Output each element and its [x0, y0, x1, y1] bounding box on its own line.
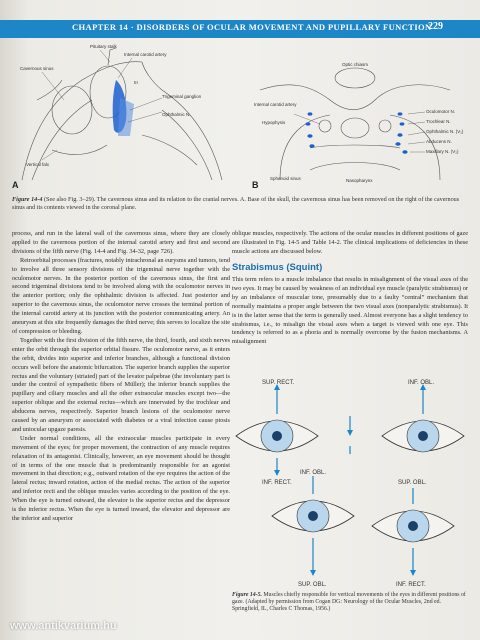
figure-14-5-caption-label: Figure 14-5.: [232, 592, 262, 598]
label-hypophysis: Hypophysis: [262, 120, 286, 125]
eye-right-bottom: [372, 510, 454, 542]
label-inf-obl-mid: INF. OBL.: [300, 470, 327, 476]
label-sup-rect-top: SUP. RECT.: [262, 380, 295, 386]
eye-right-top: [382, 420, 464, 452]
label-ophthalmic-b: Ophthalmic N. (V₁): [426, 129, 464, 134]
label-trigeminal-ganglion: Trigeminal ganglion: [162, 94, 202, 99]
right-column-body-text: [232, 276, 468, 372]
page-number: 229: [428, 21, 443, 32]
label-nasopharynx: Nasopharynx: [346, 178, 373, 183]
figure-14-4-panel-a: [12, 40, 240, 190]
paragraph: Together with the first division of the fifth nerve, the third, fourth, and sixth nerves enter the orbit through the superior orbital fissure. The oculomotor nerve, as it enters the orbit, divides into superior and inferior branches, although a functional division occurs well before the anatomic bifurcation. The superior branch supplies the superior rectus and the voluntary (striated) part of the levator palpebrae (the involuntary part is under the control of sympathetic fibers of Müller); the inferior branch supplies the pupillary and ciliary muscles and all the other extraocular muscles except two—the superior oblique and the external rectus—which are innervated by the trochlear and abducens nerves, respectively. Superior branch lesions of the oculomotor nerve caused by an aneurysm or associated with diabetes or a viral infection cause ptosis and uniocular upgaze paresis.: [12, 336, 230, 433]
label-vertical-falx: Vertical falx: [26, 162, 50, 167]
label-abducens: Abducens N.: [426, 139, 452, 144]
eye-left-bottom: [272, 500, 354, 532]
label-inf-rect-mid: INF. RECT.: [262, 480, 292, 486]
cavernous-sinus-diagram-b: [250, 40, 470, 190]
figure-14-4-caption-text: (See also Fig. 3–29). The cavernous sinus and its relation to the cranial nerves. A. Base of the skull, the cavernous sinus has been removed on the right of the cavernous sinus and its contents viewed in the coronal plane.: [12, 196, 460, 211]
label-pituitary-stalk: Pituitary stalk: [90, 44, 117, 49]
figure-14-5-caption-text: Muscles chiefly responsible for vertical movements of the eyes in different positions of gaze. (Adapted by permission from Cogan DG: Neurology of the Ocular Muscles, 2nd ed. Springfield, IL, Charles C Thomas, 1956.): [232, 592, 466, 613]
panel-letter-b: B: [252, 180, 259, 190]
cavernous-sinus-diagram-a: [12, 40, 240, 190]
label-cavernous-sinus: Cavernous sinus: [20, 66, 54, 71]
section-heading-strabismus: Strabismus (Squint): [232, 262, 323, 273]
eye-muscle-diagram: [232, 376, 468, 592]
figure-14-4-caption-label: Figure 14-4: [12, 196, 43, 203]
label-inf-rect-bottom: INF. RECT.: [396, 582, 426, 588]
paragraph: Retroorbital processes (fractures, notably intrachronal an eurysms and tumors, tend to involve all three sensory divisions of the trigeminal nerve together with the oculomotor nerves. In the posterior portion of the cavernous sinus, the first and second trigeminal divisions tend to be involved along with the oculomotor nerves in the anterior portion; only the ophthalmic division is affected. Just posterior and superior to the cavernous sinus, the oculomotor nerve crosses the terminal portion of the internal carotid artery at its junction with the posterior communicating artery. An aneurysm at this site frequently damages the third nerve; this serves to localize the site of compression or bleeding.: [12, 256, 230, 335]
running-head: CHAPTER 14 · DISORDERS OF OCULAR MOVEMENT AND PUPILLARY FUNCTION: [72, 22, 432, 32]
label-optic-chiasm: Optic chiasm: [342, 62, 369, 67]
label-maxillary: Maxillary N. (V₂): [426, 149, 459, 154]
watermark: www.antikvarium.hu: [10, 620, 117, 632]
paragraph: process, and run in the lateral wall of the cavernous sinus, where they are closely applied to the cavernous portion of the internal carotid artery and first and second divisions of the fifth nerve (Fig. 14-4 and Fig. 34-32, page 726).: [12, 230, 230, 255]
panel-letter-a: A: [12, 180, 19, 190]
paragraph: Under normal conditions, all the extraocular muscles participate in every movement of the eyes; for proper movement, the contraction of any muscle requires relaxation of its antagonist. Clinically, however, an eye movement should be thought of in terms of the one muscle that is predominantly responsible for an agonist movement in that direction; e.g., outward rotation of the eye requires the action of the lateral rectus; inward rotation, action of the medial rectus. The action of the superior and inferior recti and the oblique muscles varies according to the position of the eye. When the eye is turned outward, the elevator is the superior rectus and the depressor is the inferior rectus. When the eye is turned inward, the elevator and depressor are the inferior and superior: [12, 434, 230, 522]
paragraph: This term refers to a muscle imbalance that results in misalignment of the visual axes of the two eyes. It may be caused by weakness of an individual eye muscle (paralytic strabismus) or by an imbalance of muscular tone, presumably due to a faulty “central” mechanism that normally maintains a proper angle between the two visual axes (nonparalytic strabismus). It is in the latter sense that the term is generally used. Almost everyone has a slight tendency to strabismus, i.e., to misalign the visual axes when a target is viewed with one eye. This tendency is referred to as a phoria and is normally overcome by the fusion mechanisms. A misalignment: [232, 276, 468, 346]
label-nerve-iii: III: [134, 80, 138, 85]
figure-14-4-panel-b: [250, 40, 470, 190]
label-sup-obl-bottom: SUP. OBL.: [298, 582, 327, 588]
left-column-text: [12, 230, 230, 632]
eye-left-top: [236, 420, 318, 452]
label-oculomotor: Oculomotor N.: [426, 109, 456, 114]
figure-14-4-caption: [12, 196, 472, 212]
figure-14-5-caption: [232, 592, 468, 614]
figure-14-5: [232, 376, 468, 592]
label-sphenoid-sinus: Sphenoid sinus: [270, 176, 301, 181]
label-internal-carotid-b: Internal carotid artery: [254, 102, 297, 107]
label-inf-obl-top: INF. OBL.: [408, 380, 435, 386]
paragraph: oblique muscles, respectively. The actions of the ocular muscles in different positions of gaze are illustrated in Fig. 14-5 and Table 14-2. The clinical implications of deficiencies in these muscle actions are discussed below.: [232, 230, 468, 255]
label-trochlear: Trochlear N.: [426, 119, 451, 124]
label-ophthalmic-a: Ophthalmic N.: [162, 112, 191, 117]
label-internal-carotid-a: Internal carotid artery: [124, 52, 167, 57]
right-column-top-text: [232, 230, 468, 257]
label-sup-obl-mid: SUP. OBL.: [398, 480, 427, 486]
